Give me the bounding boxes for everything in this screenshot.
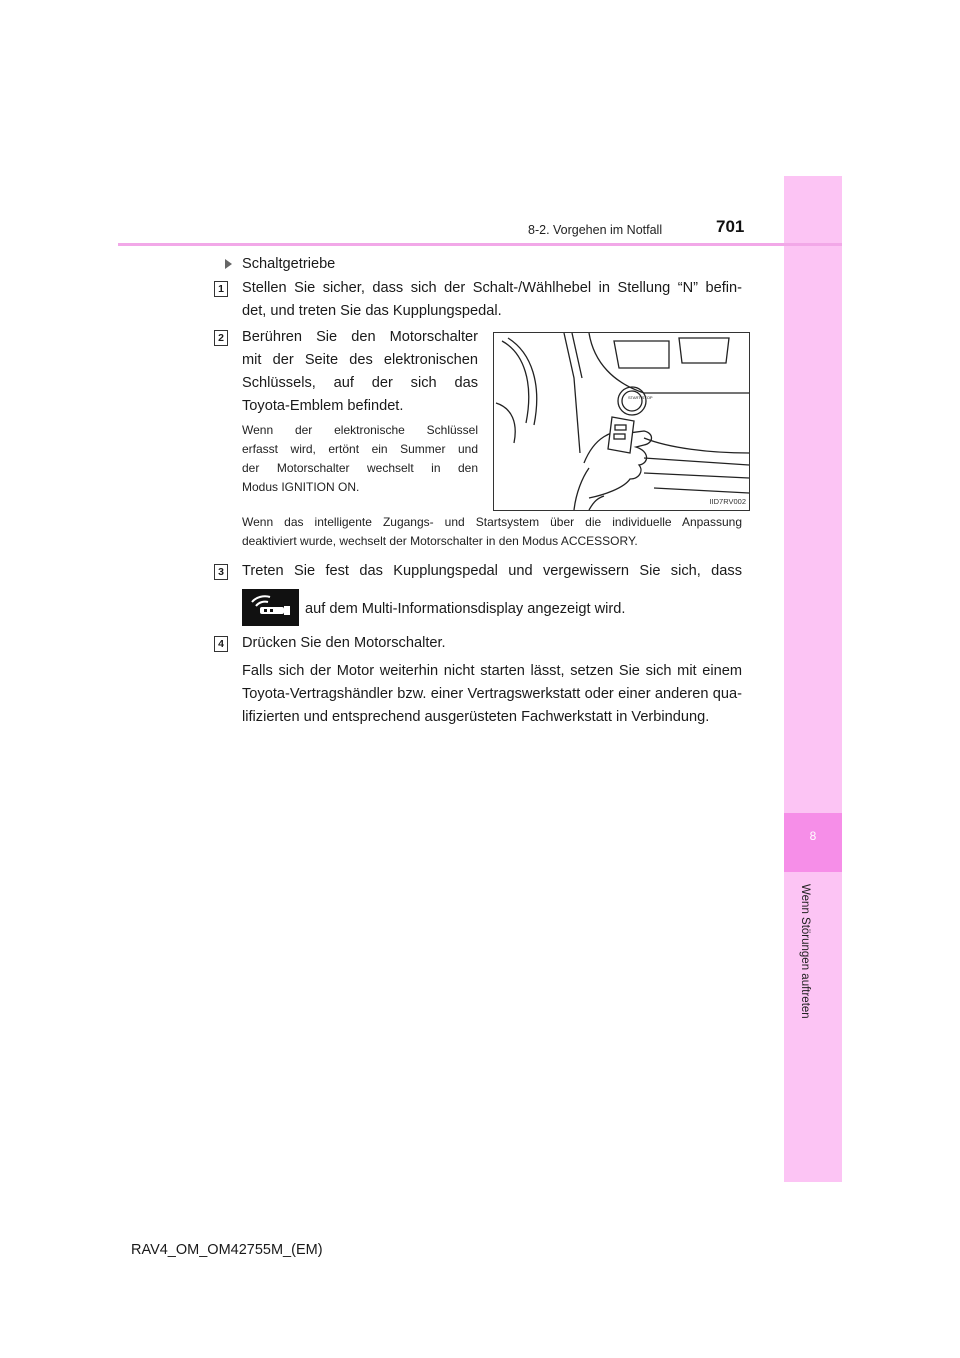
step-2-note-line-2: erfasst wird, ertönt ein Summer und (242, 442, 478, 456)
chapter-number: 8 (809, 829, 817, 843)
step-number-1: 1 (214, 281, 228, 297)
step-2-note-line-3: der Motorschalter wechselt in den (242, 461, 478, 475)
step-1-line-2: det, und treten Sie das Kupplungspedal. (242, 303, 502, 319)
key-fob-illustration (494, 333, 749, 510)
step-number-4: 4 (214, 636, 228, 652)
step-2-note-line-1: Wenn der elektronische Schlüssel (242, 423, 478, 437)
key-indicator-glyph (242, 589, 299, 626)
step-2-line-4: Toyota-Emblem befindet. (242, 398, 404, 414)
page-number: 701 (716, 217, 745, 236)
closing-line-2: Toyota-Vertragshändler bzw. einer Vertragswerkstatt oder einer anderen qua- (242, 686, 742, 702)
figure-button-text: START STOP (628, 395, 653, 400)
header-rule (118, 243, 842, 246)
footer-doc-code: RAV4_OM_OM42755M_(EM) (131, 1242, 323, 1258)
step-2-line-2: mit der Seite des elektronischen (242, 352, 478, 368)
step-2-wide-note-line-1: Wenn das intelligente Zugangs- und Startsystem über die individuelle Anpassung (242, 515, 742, 529)
step-3-line-1: Treten Sie fest das Kupplungspedal und vergewissern Sie sich, dass (242, 563, 742, 579)
section-title: 8-2. Vorgehen im Notfall (528, 223, 663, 237)
key-indicator-icon (242, 589, 299, 626)
subheading: Schaltgetriebe (242, 256, 336, 272)
step-3-line-2: auf dem Multi-Informationsdisplay angezeigt wird. (305, 601, 626, 617)
chapter-title: Wenn Störungen auftreten (799, 884, 811, 1019)
figure-code: IID7RV002 (709, 497, 746, 506)
step-2-line-3: Schlüssels, auf der sich das (242, 375, 478, 391)
step-4-line-1: Drücken Sie den Motorschalter. (242, 635, 446, 651)
step-number-2: 2 (214, 330, 228, 346)
illustration-key-touch-engine-switch (493, 332, 750, 511)
closing-line-3: lifizierten und entsprechend ausgerüsteten Fachwerkstatt in Verbindung. (242, 709, 710, 725)
step-1-line-1: Stellen Sie sicher, dass sich der Schalt-/Wählhebel in Stellung “N” befin- (242, 280, 742, 296)
triangle-bullet-icon (225, 259, 232, 269)
step-2-note-line-4: Modus IGNITION ON. (242, 480, 360, 494)
step-2-wide-note-line-2: deaktiviert wurde, wechselt der Motorschalter in den Modus ACCESSORY. (242, 534, 638, 548)
step-number-3: 3 (214, 564, 228, 580)
step-2-line-1: Berühren Sie den Motorschalter (242, 329, 478, 345)
closing-line-1: Falls sich der Motor weiterhin nicht starten lässt, setzen Sie sich mit einem (242, 663, 742, 679)
